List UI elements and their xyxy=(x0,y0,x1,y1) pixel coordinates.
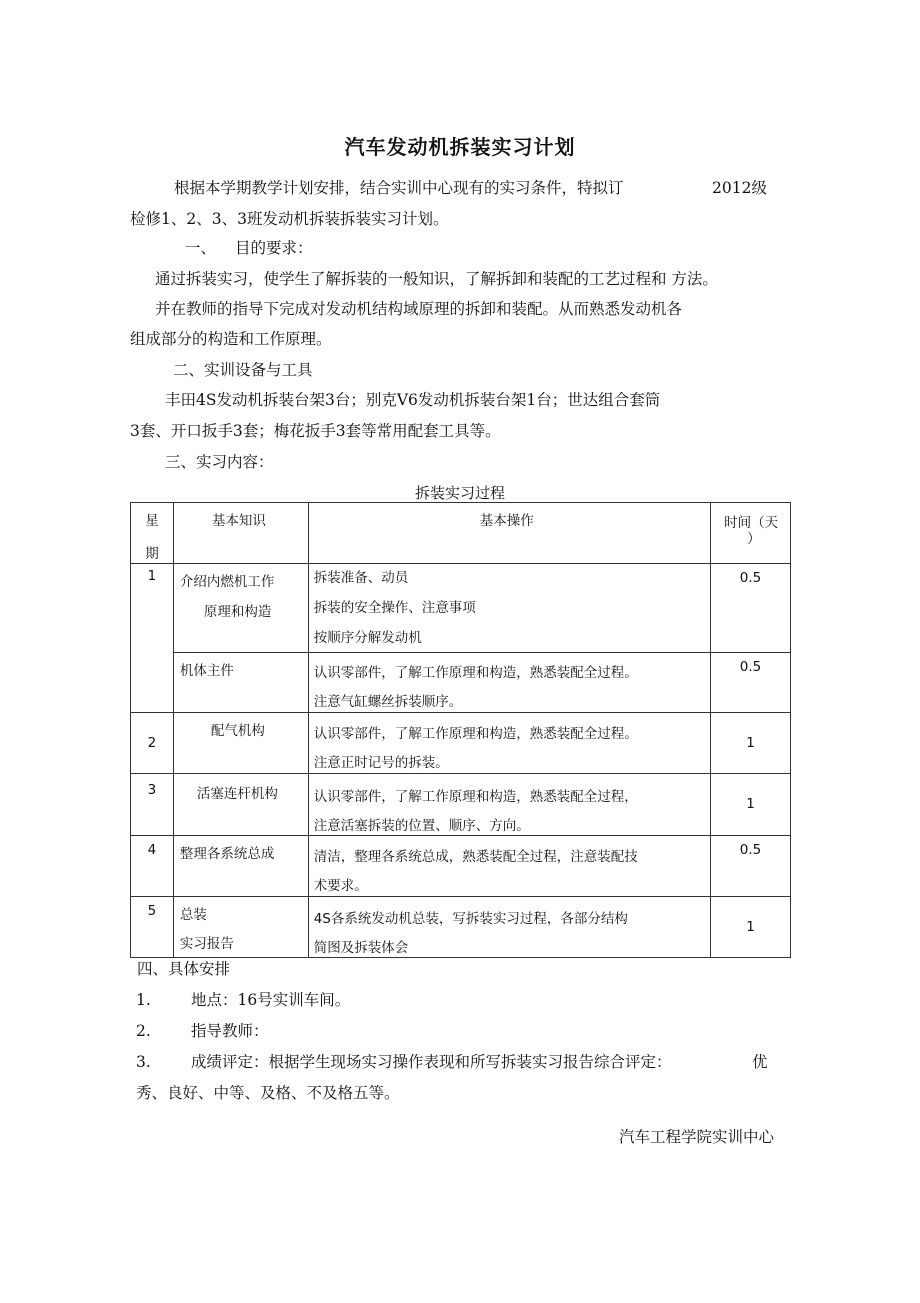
arrangement-number: 3. xyxy=(136,1053,151,1071)
section4-heading: 四、具体安排 xyxy=(137,960,231,978)
arrangement-text-end: 优 xyxy=(752,1053,768,1071)
row-operation-line: 注意气缸螺丝拆装顺序。 xyxy=(313,694,463,710)
row-week: 4 xyxy=(147,842,157,858)
row-time: 0.5 xyxy=(739,842,762,858)
arrangement-number: 1. xyxy=(136,991,151,1009)
row-knowledge-line: 整理各系统总成 xyxy=(179,846,275,862)
row-knowledge-line: 配气机构 xyxy=(210,723,265,739)
row-knowledge-line: 活塞连杆机构 xyxy=(196,786,278,802)
section1-number: 一、 xyxy=(185,239,217,257)
header-week-2: 期 xyxy=(145,546,159,562)
intro-line-1: 根据本学期教学计划安排，结合实训中心现有的实习条件，特拟订 xyxy=(174,179,624,197)
row-time: 1 xyxy=(746,735,755,751)
row-operation-line: 简图及拆装体会 xyxy=(313,940,409,956)
table-row xyxy=(131,653,791,713)
table-caption: 拆装实习过程 xyxy=(414,484,505,502)
row-operation-line: 认识零部件，了解工作原理和构造，熟悉装配全过程。 xyxy=(313,665,638,681)
row-knowledge-line: 机体主件 xyxy=(179,663,234,679)
row-operation-line: 4S各系统发动机总装，写拆装实习过程，各部分结构 xyxy=(313,911,628,927)
row-week: 1 xyxy=(147,568,157,584)
row-knowledge-line: 实习报告 xyxy=(179,936,234,952)
arrangement-text-continued: 秀、良好、中等、及格、不及格五等。 xyxy=(136,1084,400,1102)
row-operation-line: 清洁，整理各系统总成，熟悉装配全过程，注意装配技 xyxy=(313,849,638,865)
practice-schedule-table xyxy=(130,502,791,958)
issuer-signature: 汽车工程学院实训中心 xyxy=(618,1128,774,1146)
header-week-1: 星 xyxy=(145,513,159,529)
table-row xyxy=(131,774,791,836)
row-knowledge-line: 原理和构造 xyxy=(203,604,272,620)
table-header-row xyxy=(131,503,791,564)
intro-line-2: 检修1、2、3、3班发动机拆装拆装实习计划。 xyxy=(130,210,449,228)
row-time: 1 xyxy=(746,919,755,935)
table-row xyxy=(131,836,791,897)
section2-line-2: 3套、开口扳手3套；梅花扳手3套等常用配套工具等。 xyxy=(130,422,501,440)
row-week: 5 xyxy=(147,903,157,919)
arrangement-number: 2. xyxy=(136,1022,151,1040)
row-operation-line: 拆装的安全操作、注意事项 xyxy=(313,600,476,616)
arrangement-text: 指导教师： xyxy=(191,1022,269,1040)
row-operation-line: 认识零部件，了解工作原理和构造，熟悉装配全过程， xyxy=(313,789,638,805)
row-operation-line: 术要求。 xyxy=(313,878,368,894)
section2-line-1: 丰田4S发动机拆装台架3台；别克V6发动机拆装台架1台；世达组合套筒 xyxy=(165,391,661,409)
header-operation: 基本操作 xyxy=(479,513,534,529)
section1-line-2: 并在教师的指导下完成对发动机结构域原理的拆卸和装配。从而熟悉发动机各 xyxy=(155,300,683,318)
row-operation-line: 注意活塞拆装的位置、顺序、方向。 xyxy=(313,818,530,834)
row-knowledge-line: 总装 xyxy=(179,907,207,923)
row-time: 1 xyxy=(746,796,755,812)
row-operation-line: 注意正时记号的拆装。 xyxy=(313,755,449,771)
arrangement-text: 地点：16号实训车间。 xyxy=(191,991,351,1009)
section2-heading: 二、实训设备与工具 xyxy=(173,361,313,379)
section1-line-1: 通过拆装实习，使学生了解拆装的一般知识，了解拆卸和装配的工艺过程和 方法。 xyxy=(155,270,718,288)
row-operation-line: 按顺序分解发动机 xyxy=(313,630,422,646)
section1-line-3: 组成部分的构造和工作原理。 xyxy=(130,330,332,348)
table-row xyxy=(131,713,791,774)
row-time: 0.5 xyxy=(739,659,762,675)
page-title: 汽车发动机拆装实习计划 xyxy=(344,135,576,159)
row-week: 3 xyxy=(147,782,157,798)
header-knowledge: 基本知识 xyxy=(211,513,266,529)
row-week: 2 xyxy=(147,735,157,751)
header-time-2: ） xyxy=(747,531,761,547)
arrangement-text: 成绩评定：根据学生现场实习操作表现和所写拆装实习报告综合评定： xyxy=(191,1053,672,1071)
row-operation-line: 拆装准备、动员 xyxy=(313,570,409,586)
table-row xyxy=(131,564,791,653)
section1-heading: 目的要求： xyxy=(235,239,313,257)
table-row xyxy=(131,897,791,958)
header-time-1: 时间（天 xyxy=(724,515,779,531)
row-knowledge-line: 介绍内燃机工作 xyxy=(179,574,275,590)
section3-heading: 三、实习内容： xyxy=(165,453,274,471)
row-operation-line: 认识零部件，了解工作原理和构造，熟悉装配全过程。 xyxy=(313,726,638,742)
row-time: 0.5 xyxy=(739,570,762,586)
intro-grade: 2012级 xyxy=(712,179,767,197)
